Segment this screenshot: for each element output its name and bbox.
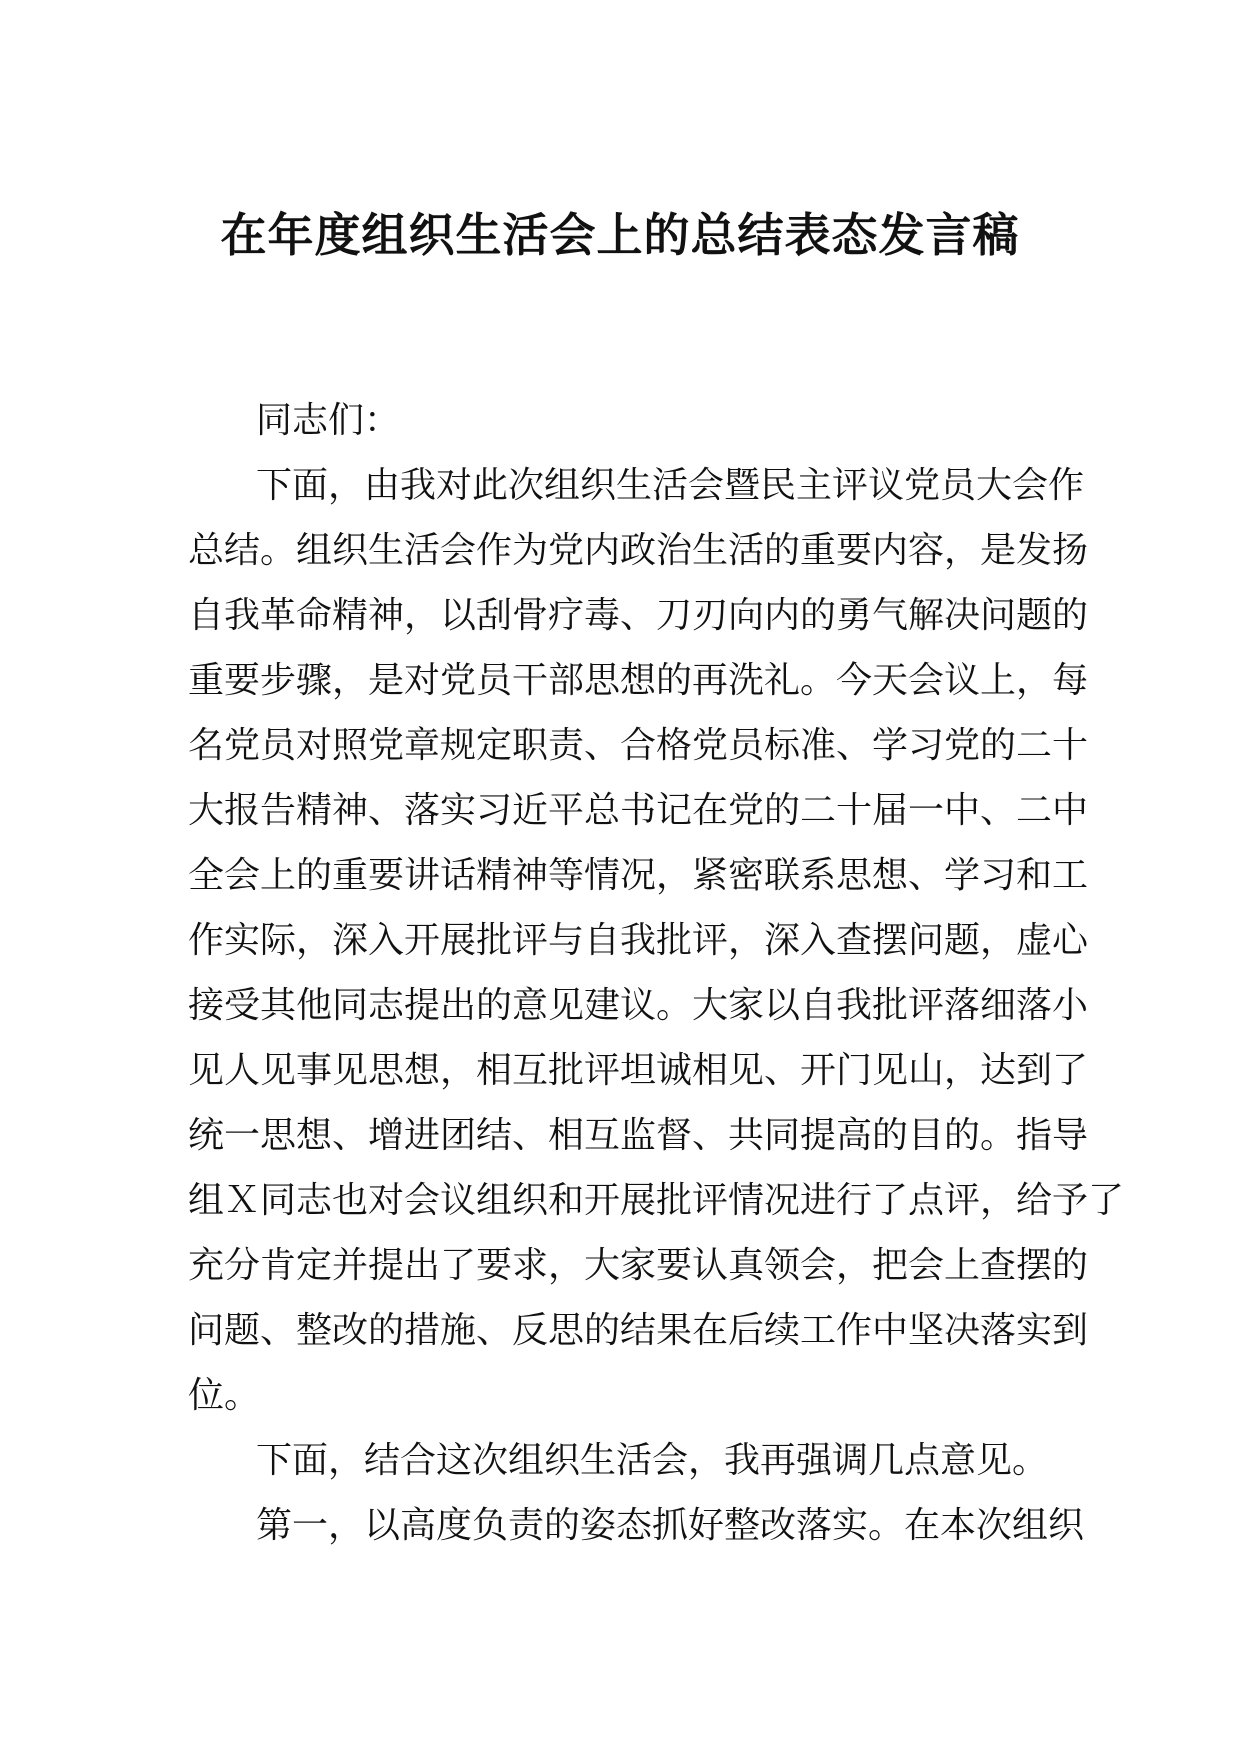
paragraph-line: 自我革命精神，以刮骨疗毒、刀刃向内的勇气解决问题的 xyxy=(188,595,1089,636)
paragraph-line: 作实际，深入开展批评与自我批评，深入查摆问题，虚心 xyxy=(188,920,1089,961)
document-body xyxy=(188,388,1125,1558)
paragraph-line: 下面，由我对此次组织生活会暨民主评议党员大会作 xyxy=(256,465,1085,506)
salutation-line: 同志们： xyxy=(256,400,401,441)
paragraph-line: 大报告精神、落实习近平总书记在党的二十届一中、二中 xyxy=(188,790,1089,831)
paragraph-line: 充分肯定并提出了要求，大家要认真领会，把会上查摆的 xyxy=(188,1245,1089,1286)
paragraph-line: 全会上的重要讲话精神等情况，紧密联系思想、学习和工 xyxy=(188,855,1089,896)
paragraph-line: 统一思想、增进团结、相互监督、共同提高的目的。指导 xyxy=(188,1115,1089,1156)
document-title: 在年度组织生活会上的总结表态发言稿 xyxy=(220,208,1020,262)
paragraph-line: 位。 xyxy=(188,1375,261,1416)
paragraph-line: 重要步骤，是对党员干部思想的再洗礼。今天会议上，每 xyxy=(188,660,1089,701)
paragraph-line: 问题、整改的措施、反思的结果在后续工作中坚决落实到 xyxy=(188,1310,1089,1351)
paragraph-line: 见人见事见思想，相互批评坦诚相见、开门见山，达到了 xyxy=(188,1050,1089,1091)
paragraph-line: 第一，以高度负责的姿态抓好整改落实。在本次组织 xyxy=(256,1505,1085,1546)
paragraph-line: 名党员对照党章规定职责、合格党员标准、学习党的二十 xyxy=(188,725,1089,766)
paragraph-line: 总结。组织生活会作为党内政治生活的重要内容，是发扬 xyxy=(188,530,1089,571)
paragraph-line: 组Ｘ同志也对会议组织和开展批评情况进行了点评，给予了 xyxy=(188,1180,1125,1221)
paragraph-line: 接受其他同志提出的意见建议。大家以自我批评落细落小 xyxy=(188,985,1089,1026)
paragraph-line: 下面，结合这次组织生活会，我再强调几点意见。 xyxy=(256,1440,1049,1481)
